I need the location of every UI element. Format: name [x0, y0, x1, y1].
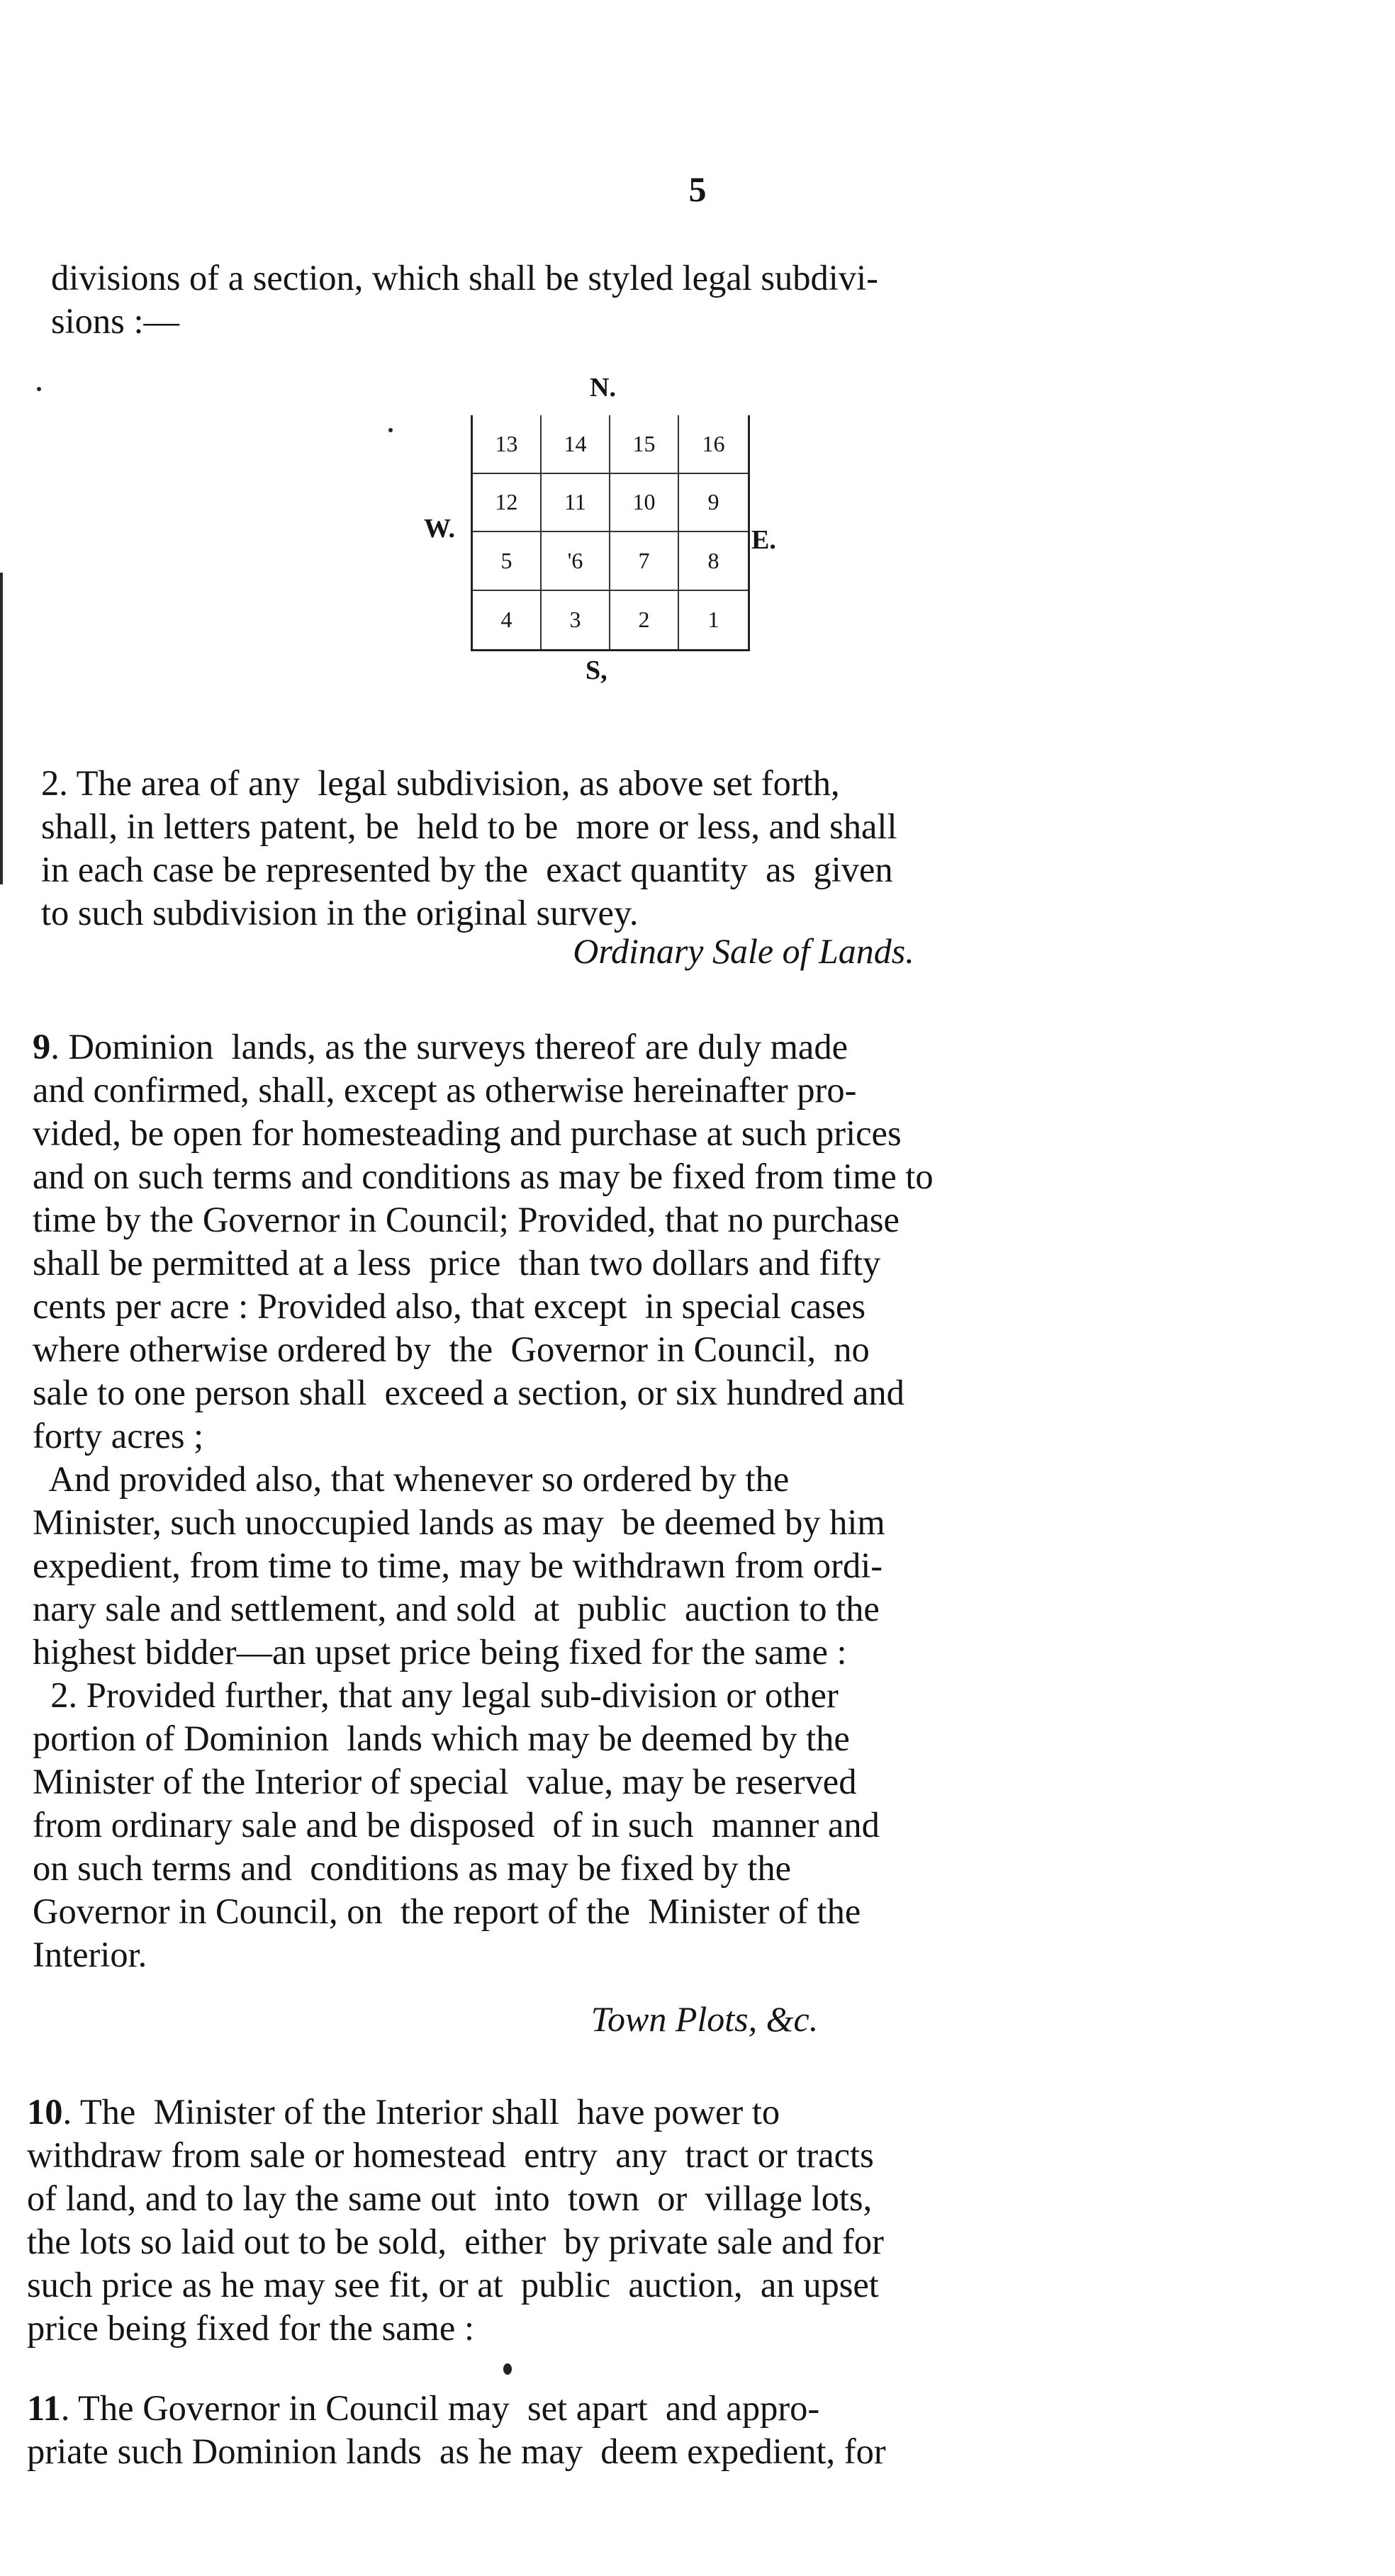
- heading-town-plots: Town Plots, &c.: [590, 1999, 819, 2039]
- compass-east: E.: [751, 525, 776, 555]
- margin-dot: [37, 387, 41, 391]
- section-number: 9: [33, 1027, 51, 1067]
- subdivision-grid: [471, 415, 750, 651]
- grid-cell: '6: [542, 532, 610, 591]
- diagram-dot: [388, 428, 393, 432]
- section-10-paragraph: [27, 2091, 1189, 2350]
- compass-south: S,: [586, 656, 607, 685]
- grid-cell: 11: [542, 474, 610, 533]
- grid-cell: 8: [679, 532, 748, 591]
- heading-ordinary-sale: Ordinary Sale of Lands.: [573, 931, 914, 971]
- section-number: 11: [27, 2388, 61, 2428]
- grid-cell: 3: [542, 591, 610, 650]
- grid-cell: 9: [679, 474, 748, 533]
- grid-cell: 12: [473, 474, 542, 533]
- margin-bar: [0, 573, 3, 884]
- grid-cell: 7: [610, 532, 679, 591]
- section-11-text: . The Governor in Council may set apart and appro- priate such Dominion lands as he may deem expedient, for: [27, 2388, 886, 2471]
- grid-cell: 1: [707, 607, 719, 633]
- ink-dot: [503, 2363, 512, 2375]
- grid-cell: 10: [610, 474, 679, 533]
- area-clause-paragraph: 2. The area of any legal subdivision, as above set forth, shall, in letters patent, be held to be more or less, and shall in each case be represented by the exact quantity as given to such subdivision in the original survey.: [41, 763, 897, 933]
- grid-cell: 2: [610, 591, 679, 650]
- compass-west: W.: [424, 514, 456, 544]
- section-11-paragraph: [27, 2387, 1189, 2473]
- section-number: 10: [27, 2092, 63, 2132]
- grid-cell: 15: [610, 415, 679, 474]
- grid-cell: 13: [473, 415, 542, 474]
- section-9-paragraph: [33, 1025, 1167, 1976]
- section-10-text: . The Minister of the Interior shall have power to withdraw from sale or homestead entry any tract or tracts of land, and to lay the same out into town or village lots, the lots so laid out to be sold, either by private sale and for such price as he may see fit, or at public auction, an upset price being fixed for the same :: [27, 2092, 884, 2348]
- grid-cell: 4: [473, 591, 542, 650]
- grid-cell: 16: [679, 415, 748, 474]
- page-number: 5: [688, 169, 707, 209]
- grid-cell: 5: [473, 532, 542, 591]
- section-9-text: . Dominion lands, as the surveys thereof are duly made and confirmed, shall, except as otherwise hereinafter pro- vided, be open for homesteading and purchase at such prices and on such terms and conditions as may be fixed from time to time by the Governor in Council; Provided, that no purchase shall be permitted at a less price than two dollars and fifty cents per acre : Provided also, that except in special cases where otherwise ordered by the Governor in Council, no sale to one person shall exceed a section, or six hundred and forty acres ; And provided also, that whenever so ordered by the Minister, such unoccupied lands as may be deemed by him expedient, from time to time, may be withdrawn from ordi- nary sale and settlement, and sold at public auction to the highest bidder—an upset price being fixed for the same : 2. Provided further, that any legal sub-division or other portion of Dominion lands which may be deemed by the Minister of the Interior of special value, may be reserved from ordinary sale and be disposed of in such manner and on such terms and conditions as may be fixed by the Governor in Council, on the report of the Minister of the Interior.: [33, 1027, 934, 1974]
- intro-paragraph: divisions of a section, which shall be styled legal subdivi- sions :—: [51, 258, 878, 341]
- grid-cell: 14: [542, 415, 610, 474]
- compass-north: N.: [590, 373, 616, 403]
